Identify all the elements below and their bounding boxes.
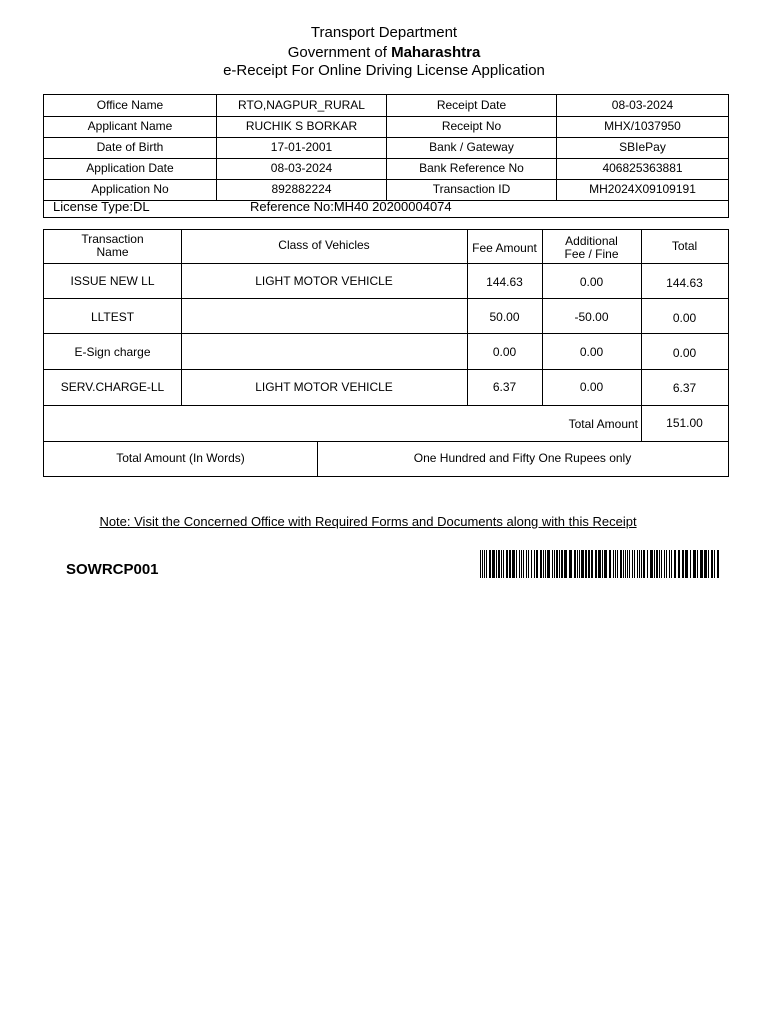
receipt-subtitle: e-Receipt For Online Driving License Application [223,62,545,79]
barcode-bar [554,550,555,578]
barcode-bar [531,550,532,578]
info-label: Application Date [44,158,217,179]
barcode-bar [496,550,497,578]
barcode-bar [602,550,603,578]
barcode-bar [632,550,633,578]
barcode [480,550,720,578]
info-label: Transaction ID [387,179,557,200]
col-header-transaction-name: Transaction Name [81,232,144,259]
info-label: Office Name [44,95,217,116]
info-label: Receipt No [387,116,557,137]
additional-fee: 0.00 [579,345,604,359]
info-row [44,116,728,138]
total-amount-value: 151.00 [666,416,703,430]
barcode-bar [588,550,590,578]
barcode-bar [700,550,703,578]
barcode-bar [654,550,655,578]
info-row [44,158,728,180]
barcode-bar [609,550,611,578]
barcode-bar [674,550,676,578]
barcode-bar [528,550,529,578]
barcode-bar [534,550,535,578]
barcode-bar [690,550,691,578]
barcode-bar [615,550,616,578]
barcode-bar [564,550,567,578]
col-header-total: Total [671,239,698,253]
row-total: 6.37 [672,381,697,395]
info-value: 08-03-2024 [611,98,674,112]
barcode-bar [634,550,635,578]
license-type: License Type:DL [53,199,150,214]
barcode-bar [656,550,658,578]
info-label: Application No [44,179,217,200]
barcode-bar [492,550,495,578]
info-label: Applicant Name [44,116,217,137]
barcode-bar [623,550,624,578]
info-value: MH2024X09109191 [589,182,696,196]
barcode-bar [627,550,628,578]
barcode-bar [482,550,483,578]
amount-in-words-label: Total Amount (In Words) [116,451,245,465]
barcode-bar [581,550,584,578]
instruction-note: Note: Visit the Concerned Office with Required Forms and Documents along with this Receipt [99,514,637,529]
fee-amount: 6.37 [492,380,517,394]
barcode-bar [664,550,665,578]
col-header-class-of-vehicles: Class of Vehicles [278,238,370,252]
barcode-bar [556,550,558,578]
applicant-info-table [43,94,729,218]
barcode-bar [585,550,587,578]
barcode-bar [711,550,713,578]
barcode-bar [484,550,485,578]
col-header-additional-fee: Additional Fee / Fine [564,234,619,261]
form-code: SOWRCP001 [66,561,159,578]
barcode-bar [604,550,607,578]
department-title: Transport Department [310,24,458,41]
barcode-bar [671,550,672,578]
info-value: RTO,NAGPUR_RURAL [217,95,387,116]
total-amount-label: Total Amount [568,417,638,431]
government-prefix: Government of [287,44,387,61]
barcode-bar [516,550,517,578]
barcode-bar [486,550,487,578]
barcode-bar [637,550,638,578]
info-value: 08-03-2024 [217,158,387,179]
barcode-bar [661,550,662,578]
info-label: Bank Reference No [387,158,557,179]
barcode-bar [620,550,622,578]
barcode-bar [579,550,580,578]
fee-amount: 144.63 [486,275,523,289]
barcode-bar [595,550,597,578]
barcode-bar [697,550,698,578]
reference-no: Reference No:MH40 20200004074 [250,199,452,214]
barcode-bar [598,550,601,578]
barcode-bar [547,550,550,578]
barcode-bar [714,550,715,578]
license-reference-row [44,198,728,217]
barcode-bar [552,550,553,578]
info-value: 17-01-2001 [217,137,387,158]
barcode-bar [678,550,680,578]
barcode-bar [625,550,626,578]
info-value: MHX/1037950 [604,119,681,133]
info-label: Receipt Date [387,95,557,116]
row-total: 0.00 [672,311,697,325]
info-value: RUCHIK S BORKAR [217,116,387,137]
row-total: 144.63 [666,276,703,290]
barcode-bar [489,550,491,578]
barcode-bar [509,550,511,578]
info-label: Date of Birth [44,137,217,158]
barcode-bar [574,550,576,578]
transaction-name: SERV.CHARGE-LL [60,380,165,394]
government-line [0,44,768,61]
barcode-bar [682,550,684,578]
barcode-bar [503,550,504,578]
barcode-bar [543,550,544,578]
barcode-bar [685,550,688,578]
barcode-bar [523,550,524,578]
barcode-bar [639,550,640,578]
barcode-bar [480,550,481,578]
col-header-fee-amount: Fee Amount [472,241,537,255]
barcode-bar [647,550,648,578]
vehicle-class: LIGHT MOTOR VEHICLE [255,274,393,288]
barcode-bar [540,550,542,578]
barcode-bar [659,550,660,578]
barcode-bar [521,550,522,578]
state-name: Maharashtra [391,44,481,61]
transaction-name: E-Sign charge [74,345,151,359]
barcode-bar [519,550,520,578]
barcode-bar [629,550,630,578]
barcode-bar [650,550,653,578]
barcode-bar [512,550,515,578]
barcode-bar [669,550,670,578]
barcode-bar [526,550,527,578]
info-value: SBIePay [619,140,666,154]
vehicle-class: LIGHT MOTOR VEHICLE [255,380,393,394]
barcode-bar [536,550,538,578]
barcode-bar [498,550,500,578]
transaction-name: ISSUE NEW LL [70,274,155,288]
barcode-bar [506,550,508,578]
barcode-bar [559,550,560,578]
barcode-bar [641,550,642,578]
info-value: 892882224 [217,179,387,200]
amount-in-words-value: One Hundred and Fifty One Rupees only [413,451,632,465]
barcode-bar [704,550,707,578]
barcode-bar [613,550,614,578]
barcode-bar [708,550,709,578]
barcode-bar [666,550,667,578]
fee-amount: 50.00 [489,310,520,324]
barcode-bar [717,550,719,578]
info-label: Bank / Gateway [387,137,557,158]
info-row [44,95,728,117]
info-value: 406825363881 [602,161,683,175]
barcode-bar [545,550,546,578]
fee-table [43,229,729,477]
barcode-bar [617,550,618,578]
barcode-bar [693,550,696,578]
fee-amount: 0.00 [492,345,517,359]
additional-fee: 0.00 [579,275,604,289]
barcode-bar [577,550,578,578]
row-total: 0.00 [672,346,697,360]
barcode-bar [561,550,563,578]
info-row [44,137,728,159]
transaction-name: LLTEST [90,310,135,324]
additional-fee: -50.00 [574,310,609,324]
additional-fee: 0.00 [579,380,604,394]
barcode-bar [591,550,593,578]
barcode-bar [501,550,502,578]
barcode-bar [643,550,645,578]
barcode-bar [569,550,572,578]
